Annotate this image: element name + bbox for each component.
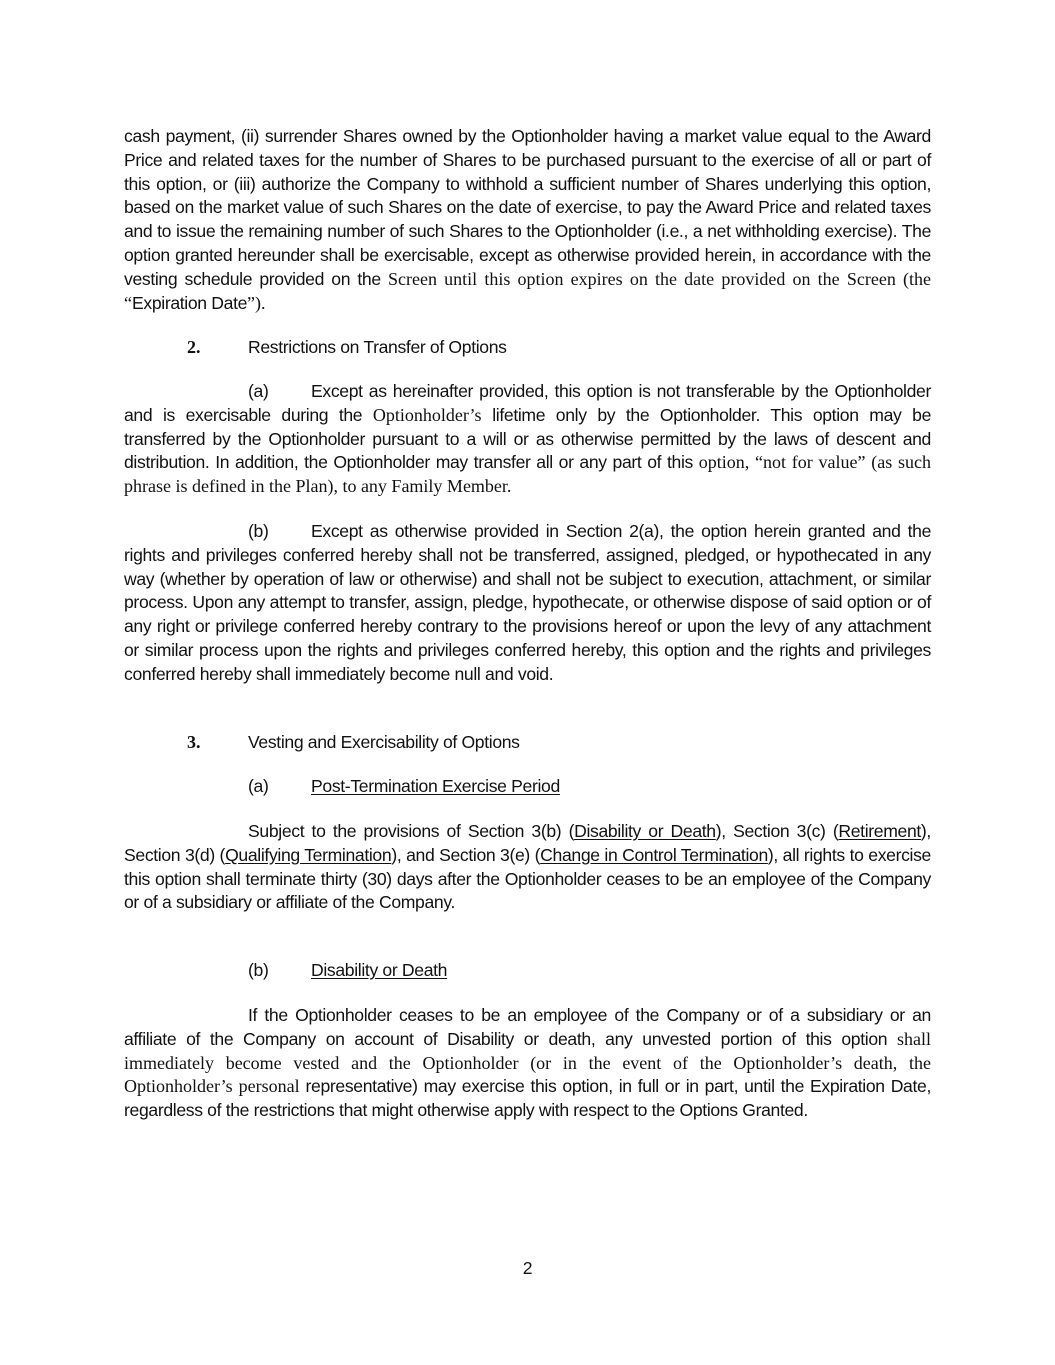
section-3-title: Vesting and Exercisability of Options: [248, 732, 520, 752]
section-3a-title: Post-Termination Exercise Period: [311, 776, 560, 796]
section-3a-paragraph: [124, 820, 931, 915]
section-3a-text: ), and Section 3(e) (: [391, 844, 541, 865]
intro-paragraph: [124, 125, 931, 315]
section-2a-text-end: option, “not for value” (as such phrase is defined in the Plan), to any Family Member.: [124, 452, 931, 497]
section-3b-paragraph: [124, 1004, 931, 1123]
ref-change-in-control-termination: Change in Control Termination: [540, 844, 768, 865]
expiration-date-term: Expiration Date: [132, 292, 248, 313]
section-2a-text: Except as hereinafter provided, this option is not transferable by the Optionholder and is exercisable during the: [124, 381, 931, 425]
section-3a-text: ), all rights to exercise this option shall terminate thirty (30) days after the Optionholder ceases to be an employee of the Company or of a subsidiary or affiliate of the Company.: [124, 844, 931, 913]
section-2a-text-cont: lifetime only by the Optionholder. This option may be transferred by the Optionholder pursuant to a will or as otherwise permitted by the laws of descent and distribution. In addition, the Optionholder may transfer all or any part of this: [124, 404, 932, 473]
section-3b-label: (b): [248, 960, 269, 980]
section-3b-text: If the Optionholder ceases to be an employee of the Company or of a subsidiary or an affiliate of the Company on account of Disability or death, any unvested portion of this option: [124, 1005, 931, 1049]
section-3b-text-serif: shall immediately become vested and the Optionholder (or in the event of the Optionholder’s death, the Optionholder’s personal: [124, 1028, 931, 1097]
section-2-number: 2.: [187, 337, 201, 357]
section-3a-text: ), Section 3(d) (: [124, 821, 931, 865]
section-2a-label: (a): [248, 381, 269, 401]
intro-closing: ”).: [247, 292, 266, 313]
section-2b-text: Except as otherwise provided in Section 2(a), the option herein granted and the rights and privileges conferred hereby shall not be transferred, assigned, pledged, or hypothecated in any way (whether by operation of law or otherwise) and shall not be subject to execution, attachment, or similar process. Upon any attempt to transfer, assign, pledge, hypothecate, or otherwise dispose of said option or of any right or privilege conferred hereby contrary to the provisions hereof or upon the levy of any attachment or similar process upon the rights and privileges conferred hereby, this option and the rights and privileges conferred hereby shall immediately become null and void.: [124, 521, 931, 684]
section-2b-paragraph: [124, 520, 931, 687]
ref-qualifying-termination: Qualifying Termination: [225, 844, 392, 865]
intro-text-serif: Screen until this option expires on the date provided on the Screen (the “: [124, 268, 931, 313]
section-3a-text: Subject to the provisions of Section 3(b) (: [248, 821, 575, 841]
section-2b-label: (b): [248, 521, 269, 541]
page-number: 2: [522, 1258, 533, 1278]
ref-retirement: Retirement: [838, 821, 921, 841]
section-3a-text: ), Section 3(c) (: [715, 821, 839, 841]
ref-disability-or-death: Disability or Death: [574, 821, 716, 841]
section-3b-title: Disability or Death: [311, 960, 448, 980]
intro-text: cash payment, (ii) surrender Shares owned by the Optionholder having a market value equal to the Award Price and related taxes for the number of Shares to be purchased pursuant to the exercise of all or part of this option, or (iii) authorize the Company to withhold a sufficient number of Shares underlying this option, based on the market value of such Shares on the date of exercise, to pay the Award Price and related taxes and to issue the remaining number of such Shares to the Optionholder (i.e., a net withholding exercise). The option granted hereunder shall be exercisable, except as otherwise provided herein, in accordance with the vesting schedule provided on the: [124, 126, 931, 289]
section-2a-paragraph: [124, 380, 931, 499]
section-3b-text-end: representative) may exercise this option, in full or in part, until the Expiration Date, regardless of the restrictions that might otherwise apply with respect to the Options Granted.: [124, 1076, 931, 1121]
section-2-title: Restrictions on Transfer of Options: [248, 337, 507, 357]
section-3-number: 3.: [187, 732, 201, 752]
section-2a-text-serif: Optionholder’s: [372, 404, 482, 425]
section-3a-label: (a): [248, 776, 269, 796]
